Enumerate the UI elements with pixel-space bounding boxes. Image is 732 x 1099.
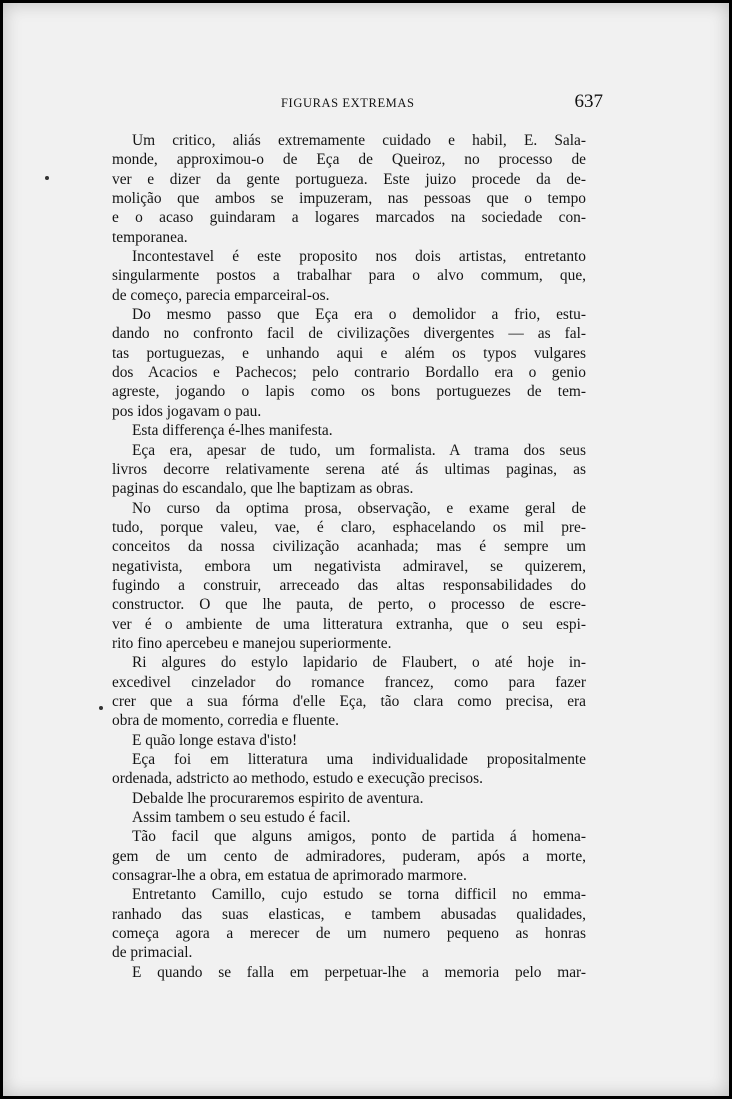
text-line: excedivel cinzelador do romance francez, como para fazer [112, 673, 586, 691]
text-line: obra de momento, corredia e fluente. [112, 712, 339, 730]
text-line: rito fino apercebeu e manejou superiormente. [112, 634, 392, 652]
text-line: temporanea. [112, 228, 188, 246]
text-line: livros decorre relativamente serena até ás ultimas paginas, as [112, 460, 586, 478]
text-line: constructor. O que lhe pauta, de perto, o processo de escre- [112, 596, 586, 614]
text-line: conceitos da nossa civilização acanhada; mas é sempre um [112, 538, 586, 556]
text-line: Assim tambem o seu estudo é facil. [132, 809, 351, 827]
text-line: dando no confronto facil de civilizações divergentes — as fal- [112, 325, 586, 343]
text-line: tudo, porque valeu, vae, é claro, esphacelando os mil pre- [112, 518, 586, 536]
text-line: Debalde lhe procuraremos espirito de aventura. [132, 789, 424, 807]
text-line: gem de um cento de admiradores, puderam, após a morte, [112, 847, 586, 865]
text-line: ordenada, adstricto ao methodo, estudo e execução precisos. [112, 770, 483, 788]
text-line: E quão longe estava d'isto! [132, 731, 298, 749]
text-line: Esta differença é-lhes manifesta. [132, 422, 333, 440]
text-line: Do mesmo passo que Eça era o demolidor a frio, estu- [132, 306, 586, 324]
text-line: ver e dizer da gente portugueza. Este juizo procede da de- [112, 170, 586, 188]
body-text [112, 131, 586, 982]
text-line: Tão facil que alguns amigos, ponto de partida á homena- [132, 828, 586, 846]
text-line: tas portuguezas, e unhando aqui e além os typos vulgares [112, 344, 586, 362]
text-line: Ri algures do estylo lapidario de Flaubert, o até hoje in- [132, 654, 586, 672]
page-number: 637 [574, 91, 603, 112]
page-header [273, 91, 603, 115]
book-page [3, 3, 729, 1096]
text-line: crer que a sua fórma d'elle Eça, tão clara como precisa, era [112, 692, 586, 710]
stray-ink-dot [45, 176, 49, 180]
text-line: ranhado das suas elasticas, e tambem abusadas qualidades, [112, 905, 586, 923]
text-line: Eça foi em litteratura uma individualidade propositalmente [132, 751, 586, 768]
text-line: paginas do escandalo, que lhe baptizam as obras. [112, 480, 414, 498]
text-line: Entretanto Camillo, cujo estudo se torna difficil no emma- [132, 886, 586, 904]
text-line: dos Acacios e Pachecos; pelo contrario Bordallo era o genio [112, 364, 586, 382]
text-line: molição que ambos se impuzeram, nas pessoas que o tempo [112, 190, 586, 208]
text-line: Eça era, apesar de tudo, um formalista. A trama dos seus [132, 441, 586, 459]
text-line: ver é o ambiente de uma litteratura extranha, que o seu espi- [112, 615, 586, 633]
text-line: de começo, parecia emparceiral-os. [112, 286, 330, 304]
text-line: agreste, jogando o lapis como os bons portuguezes de tem- [112, 383, 586, 401]
text-line: e o acaso guindaram a logares marcados na sociedade con- [112, 209, 586, 227]
text-line: E quando se falla em perpetuar-lhe a memoria pelo mar- [132, 963, 586, 981]
text-line: negativista, embora um negativista admiravel, se quizerem, [112, 557, 586, 575]
text-line: consagrar-lhe a obra, em estatua de aprimorado marmore. [112, 867, 467, 885]
text-line: singularmente postos a trabalhar para o alvo commum, que, [112, 267, 586, 285]
text-line: Incontestavel é este proposito nos dois artistas, entretanto [132, 248, 586, 266]
text-line: monde, approximou-o de Eça de Queiroz, no processo de [112, 151, 586, 169]
text-line: começa agora a merecer de um numero pequeno as honras [112, 925, 586, 943]
text-line: Um critico, aliás extremamente cuidado e habil, E. Sala- [132, 132, 586, 149]
text-line: No curso da optima prosa, observação, e exame geral de [132, 499, 586, 517]
stray-ink-dot [99, 706, 103, 710]
text-line: pos idos jogavam o pau. [112, 402, 262, 420]
text-line: de primacial. [112, 944, 193, 962]
running-head: FIGURAS EXTREMAS [281, 96, 415, 110]
text-line: fugindo a construir, arreceado das altas responsabilidades do [112, 576, 586, 594]
